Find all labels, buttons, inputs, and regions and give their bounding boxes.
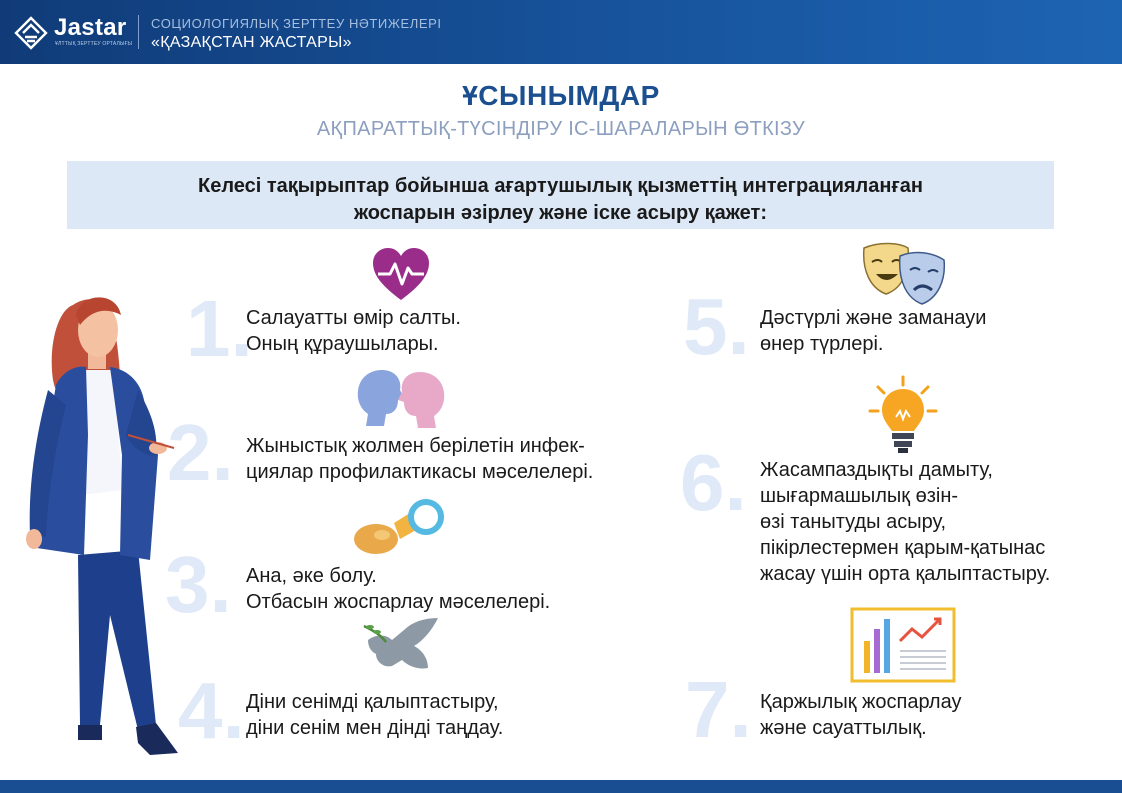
intro-banner [67, 161, 1054, 229]
item-text-7: Қаржылық жоспарлау және сауаттылық. [760, 691, 962, 739]
item-number-3: 3. [165, 540, 232, 629]
intro-line-1: Келесі тақырыптар бойынша ағартушылық қызметтің интеграцияланған [198, 175, 923, 197]
light-bulb-icon [868, 375, 938, 455]
item-text-2: Жыныстық жолмен берілетін инфек- циялар профилактикасы мәселелері. [246, 435, 594, 483]
item-text-4: Діни сенімді қалыптастыру, діни сенім мен дінді таңдау. [246, 691, 504, 739]
footer-bar [0, 780, 1122, 793]
item-number-4: 4. [178, 666, 245, 755]
pacifier-icon [352, 495, 444, 557]
item-number-6: 6. [680, 438, 747, 527]
brand-subtitle: ҰЛТТЫҚ ЗЕРТТЕУ ОРТАЛЫҒЫ [55, 41, 133, 47]
intro-banner-text [67, 173, 1054, 227]
header-bar [0, 0, 1122, 64]
theater-masks-icon [860, 242, 948, 306]
two-heads-icon [354, 368, 448, 430]
item-number-2: 2. [167, 408, 234, 497]
page-title: ҰСЫНЫМДАР [462, 80, 660, 111]
item-text-1: Салауатты өмір салты. Оның құраушылары. [246, 307, 461, 355]
header-caption: СОЦИОЛОГИЯЛЫҚ ЗЕРТТЕУ НӘТИЖЕЛЕРІ [151, 16, 442, 31]
header-project-name: «ҚАЗАҚСТАН ЖАСТАРЫ» [151, 34, 352, 51]
item-text-3: Ана, әке болу. Отбасын жоспарлау мәселелері. [246, 565, 551, 613]
intro-line-2: жоспарын әзірлеу және іске асыру қажет: [354, 202, 767, 224]
dove-icon [362, 616, 442, 686]
item-number-7: 7. [685, 665, 752, 754]
item-text-5: Дәстүрлі және заманауи өнер түрлері. [760, 307, 987, 355]
item-number-5: 5. [683, 282, 750, 371]
jastar-logo-icon [14, 16, 48, 50]
header-divider [138, 15, 139, 49]
growth-chart-icon [850, 607, 956, 683]
heart-pulse-icon [372, 248, 430, 302]
brand-name: Jastar [54, 14, 127, 41]
page-subtitle: АҚПАРАТТЫҚ-ТҮСІНДІРУ ІС-ШАРАЛАРЫН ӨТКІЗУ [316, 118, 806, 140]
item-number-1: 1. [186, 284, 253, 373]
item-text-6: Жасампаздықты дамыту, шығармашылық өзін- өзі танытуды асыру, пікірлестермен қарым-қатынас жасау үшін орта қалыптастыру. [760, 459, 1051, 585]
